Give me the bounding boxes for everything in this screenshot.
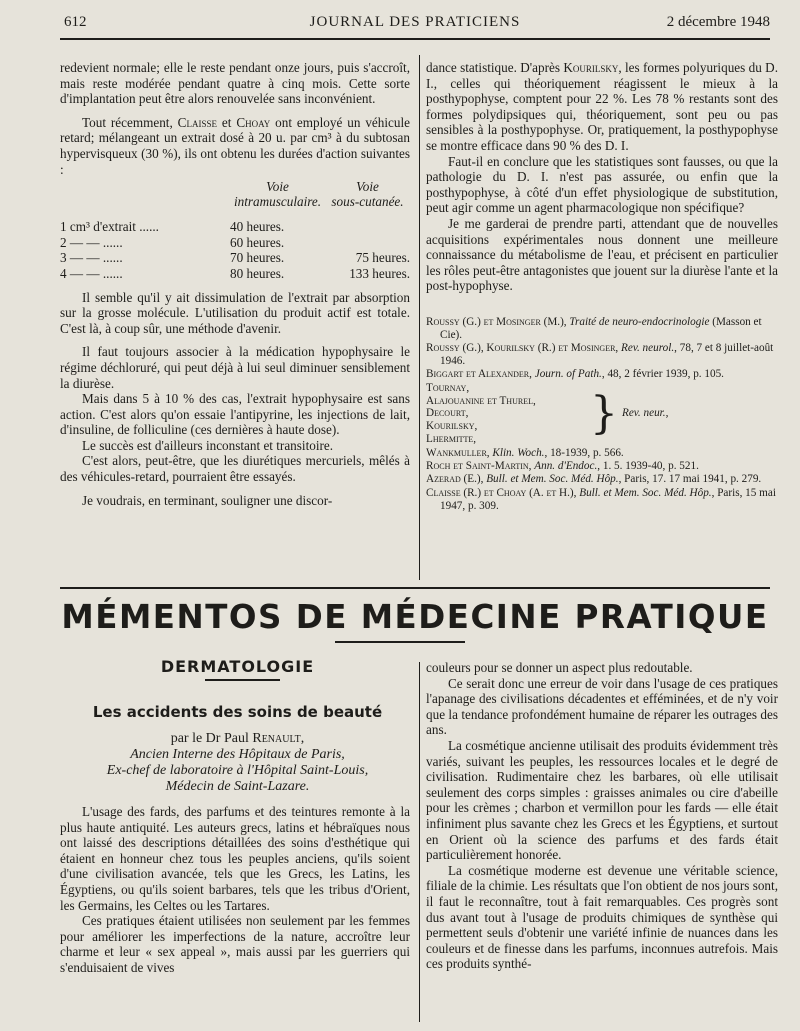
reference: Roussy (G.), Kourilsky (R.) et Mosinger, Rev. neurol., 78, 7 et 8 juillet-août 1946. [426, 342, 774, 367]
col-header-sc: Voie sous-cutanée. [331, 179, 404, 210]
section-title: DERMATOLOGIE [160, 657, 315, 676]
article-left-column [60, 804, 410, 976]
author-affiliation: Médecin de Saint-Lazare. [165, 779, 310, 794]
paragraph: Je me garderai de prendre parti, attendant que de nouvelles acquisitions expérimentales nous donnent une meilleure connaissance du métabolisme de l'eau, et précisent en particulier les rôles peut-être antagonistes que jouent sur la diurèse l'ante et la post-hypophyse. [426, 215, 778, 294]
column-divider [419, 662, 420, 1022]
paragraph: redevient normale; elle le reste pendant onze jours, puis s'accroît, mais reste modérée pendant quatre à cinq mois. Cette sorte d'implantation peut être alors renouvelée sans inconvénient. [60, 60, 410, 107]
paragraph: Ce serait donc une erreur de voir dans l'usage de ces pratiques l'apanage des civilisations décadentes et efféminées, et de n'y voir que la tendance profondément humaine de réparer les outrages des ans. [426, 675, 778, 738]
duration-table [60, 179, 410, 281]
article-byline [60, 731, 415, 795]
paragraph: Faut-il en conclure que les statistiques sont fausses, ou que la pathologie du D. I. n'est pas assurée, ou enfin que la posthypophyse, à côté d'un effet physiologique de substitution, peut agir comme un agent pharmacologique non spécifique? [426, 153, 778, 216]
section-rule [60, 587, 770, 589]
article-right-column [426, 660, 778, 972]
page-number: 612 [64, 14, 87, 30]
paragraph: Il semble qu'il y ait dissimulation de l'extrait par absorption sur la grosse molécule. L'utilisation du produit actif est totale. C'est là, à coup sûr, une méthode d'avenir. [60, 289, 410, 336]
paragraph: Ces pratiques étaient utilisées non seulement par les femmes pour améliorer les imperfections de la nature, accroître leur charme et leur « sex appeal », mais aussi par les guerriers qui s'enduisaient de vives [60, 913, 410, 975]
table-row: 4 — — ...... 80 heures. 133 heures. [60, 265, 410, 281]
brace-icon: } [590, 387, 618, 439]
mementos-title: MÉMENTOS DE MÉDECINE PRATIQUE [61, 598, 769, 636]
reference-group: Tournay, Alajouanine et Thurel, Decourt, Kourilsky, Lhermitte, } Rev. neur., [426, 381, 669, 446]
paragraph: couleurs pour se donner un aspect plus redoutable. [426, 660, 693, 675]
paragraph: Je voudrais, en terminant, souligner une discor- [82, 492, 333, 508]
col-header-im: Voie intramusculaire. [233, 179, 322, 210]
reference: Claisse (R.) et Choay (A. et H.), Bull. et Mem. Soc. Méd. Hôp., Paris, 15 mai 1947, p. 309. [426, 486, 776, 512]
reference: Roch et Saint-Martin, Ann. d'Endoc., 1. 5. 1939-40, p. 521. [426, 460, 699, 473]
header-rule [60, 38, 770, 40]
column-divider [419, 55, 420, 580]
reference: Azerad (E.), Bull. et Mem. Soc. Méd. Hôp., Paris, 17. 17 mai 1941, p. 279. [426, 473, 762, 486]
issue-date: 2 décembre 1948 [666, 14, 770, 30]
article-title: Les accidents des soins de beauté [92, 703, 383, 721]
section-title-underline [205, 679, 280, 681]
paragraph: dance statistique. D'après Kourilsky, les formes polyuriques du D. I., celles qui théoriquement réagissent le mieux à la posthypophyse, comptent pour 22 %. Les 78 % restants sont des formes polydipsiques qui, théoriquement, sont peu ou pas sensibles à la posthypophyse. Or, pratiquement, la posthypophyse se montre efficace dans 90 % des D. I. [426, 60, 778, 153]
table-row: 1 cm³ d'extrait ...... 40 heures. [60, 219, 285, 235]
upper-left-column [60, 60, 410, 508]
paragraph: L'usage des fards, des parfums et des teintures remonte à la plus haute antiquité. Les auteurs grecs, latins et hébraïques nous ont laissé des descriptions détaillées des soins d'esthétique qui étaient en honneur chez tous les peuples anciens, qu'ils soient d'une civilisation avancée, tels que les Grecs, les Latins, les Égyptiens, ou qu'ils soient barbares, tels que les tribus d'Orient, les Germains, les Celtes ou les Tartares. [60, 804, 410, 913]
author-line: par le Dr Paul Renault, [170, 731, 305, 746]
author-affiliation: Ex-chef de laboratoire à l'Hôpital Saint-Louis, [106, 763, 369, 778]
journal-title: JOURNAL DES PRATICIENS [309, 14, 521, 30]
paragraph: La cosmétique moderne est devenue une véritable science, filiale de la chimie. Les résultats que l'on obtient de nos jours sont, il faut le reconnaître, tout à fait remarquables. Ces progrès sont dus avant tout à l'usage de produits chimiques de synthèse qui permettent seuls d'obtenir une variété infinie de nuances dans les couleurs et de finesse dans les parfums, inconnues autrefois. Mais ces produits synthé- [426, 862, 778, 972]
paragraph: Le succès est d'ailleurs inconstant et transitoire. [82, 437, 334, 453]
title-underline [335, 641, 465, 643]
page-header [60, 10, 770, 34]
paragraph: La cosmétique ancienne utilisait des produits évidemment très variés, suivant les peuples, les ressources locales et le degré de civilisation. Rudimentaire chez les barbares, où elle utilisait seulement des corps simples : graisses animales ou cire d'abeille pour les crèmes ; charbon et vermillon pour les fards — elle était infiniment plus savante chez les Grecs et les Égyptiens, et surtout en Orient où la science des parfums et des fards était particulièrement honorée. [426, 737, 778, 863]
paragraph: Il faut toujours associer à la médication hypophysaire le régime déchloruré, qui peut déjà à lui seul diminuer sensiblement la diurèse. [60, 344, 410, 391]
table-row: 3 — — ...... 70 heures. 75 heures. [60, 250, 410, 266]
references [426, 316, 778, 512]
reference: Biggart et Alexander, Journ. of Path., 48, 2 février 1939, p. 105. [426, 368, 724, 381]
paragraph: Mais dans 5 à 10 % des cas, l'extrait hypophysaire est sans action. C'est alors qu'on essaie l'antipyrine, les injections de lait, d'insuline, de folliculine (ces dernières à haute dose). [60, 391, 410, 438]
author-affiliation: Ancien Interne des Hôpitaux de Paris, [130, 747, 345, 762]
paragraph: Tout récemment, Claisse et Choay ont employé un véhicule retard; mélangeant un extrait dosé à 20 u. par cm³ à du subtosan hypervisqueux (30 %), ils ont obtenu les durées d'action suivantes : [60, 114, 410, 177]
reference: Wankmuller, Klin. Woch., 18-1939, p. 566. [426, 446, 624, 459]
paragraph: C'est alors, peut-être, que les diurétiques mercuriels, mêlés à des véhicules-retard, pourraient être essayés. [60, 453, 410, 485]
table-row: 2 — — ...... 60 heures. [60, 234, 285, 250]
upper-right-column [426, 60, 778, 513]
reference: Roussy (G.) et Mosinger (M.), Traité de neuro-endocrinologie (Masson et Cie). [426, 315, 762, 341]
